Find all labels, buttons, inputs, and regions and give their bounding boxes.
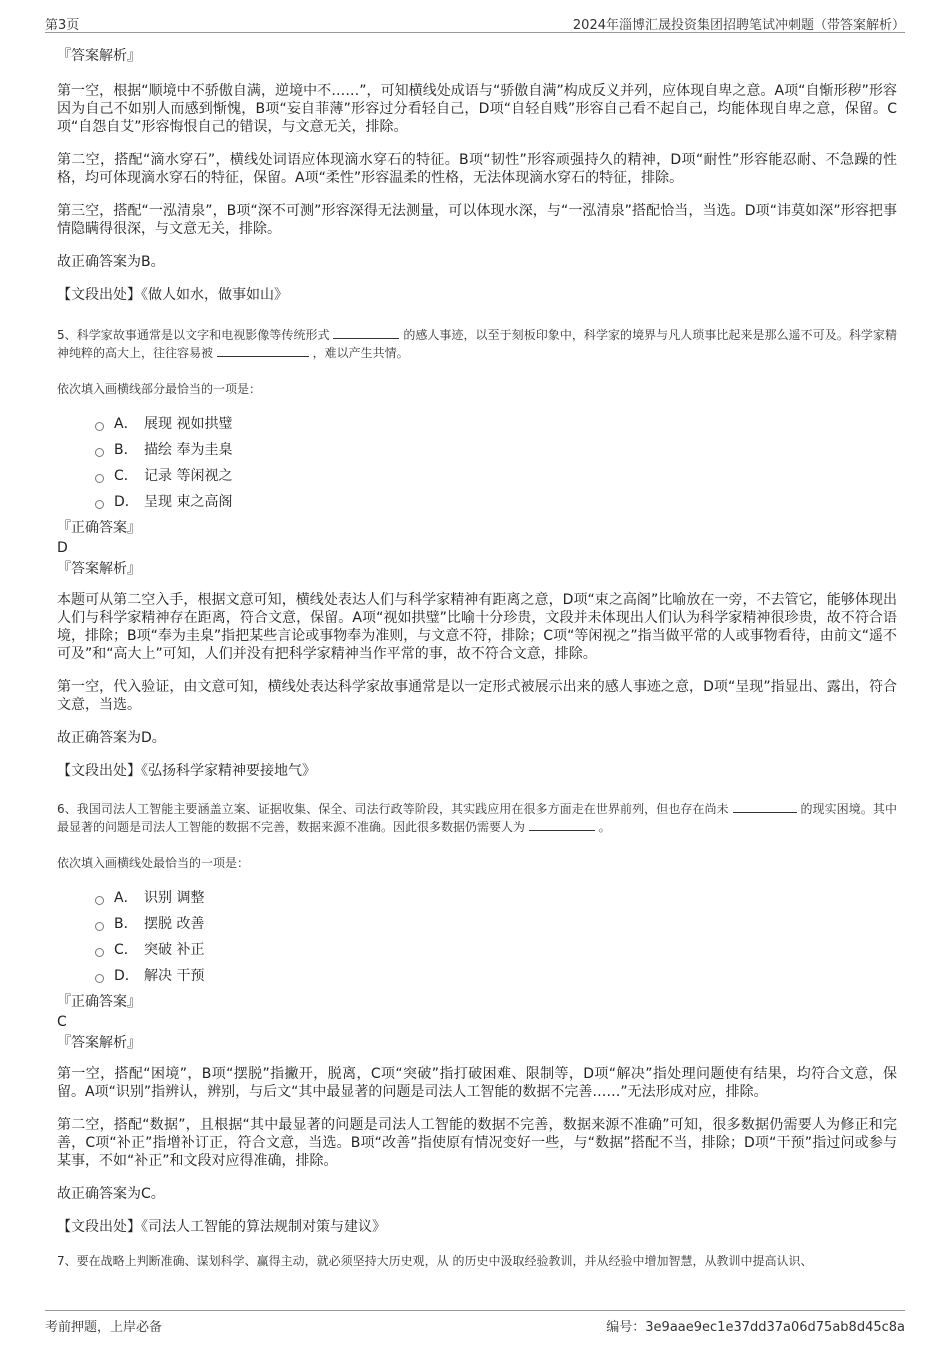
q6-options — [95, 885, 897, 989]
option-letter: A． — [114, 416, 138, 432]
option-letter: C． — [114, 468, 138, 484]
option-text: 识别 调整 — [144, 890, 205, 906]
radio-icon[interactable] — [95, 474, 104, 483]
page-header — [45, 12, 905, 33]
q5-analysis-p1: 本题可从第二空入手，根据文意可知，横线处表达人们与科学家精神有距离之意，D项“束之高阁”比喻放在一旁，不去管它，能够体现出人们与科学家精神存在距离，符合文意，保留。A项“视如拱璧”比喻十分珍贵，文段并未体现出人们认为科学家精神很珍贵，故不符合语境，排除；B项“奉为圭臬”指把某些言论或事物奉为准则，与文意不符，排除；C项“等闲视之”指当做平常的人或事物看待，由前文“遥不可及”和“高大上”可知，人们并没有把科学家精神当作平常的事，故不符合文意，排除。 — [57, 592, 897, 662]
q5-blank-1 — [333, 326, 399, 339]
q5-option-b[interactable] — [95, 437, 897, 463]
q4-conclusion: 故正确答案为B。 — [57, 254, 165, 270]
q6-blank-2 — [529, 818, 595, 831]
q4-analysis-p2: 第二空，搭配“滴水穿石”，横线处词语应体现滴水穿石的特征。B项“韧性”形容顽强持久的精神，D项“耐性”形容能忍耐、不急躁的性格，均可体现滴水穿石的特征，保留。A项“柔性”形容温柔的性格，无法体现滴水穿石的特征，排除。 — [57, 152, 897, 186]
q5-option-c[interactable] — [95, 463, 897, 489]
q6-prompt: 依次填入画横线处最恰当的一项是： — [57, 856, 250, 870]
document-title: 2024年淄博汇晟投资集团招聘笔试冲刺题（带答案解析） — [572, 18, 905, 33]
q5-conclusion: 故正确答案为D。 — [57, 730, 166, 746]
q5-stem — [57, 326, 897, 362]
q5-source: 【文段出处】《弘扬科学家精神要接地气》 — [57, 763, 316, 779]
q5-blank-2 — [217, 344, 309, 357]
q6-stem-part-b: 的现实困境。其中最显著的问题是司法人工智能的数据不完善，数据来源不准确。因此很多数据仍需要人为 — [57, 802, 897, 834]
option-letter: D． — [114, 494, 139, 510]
q4-analysis-p1: 第一空，根据“顺境中不骄傲自满，逆境中不……”，可知横线处成语与“骄傲自满”构成反义并列，应体现自卑之意。A项“自惭形秽”形容因为自己不如别人而感到惭愧，B项“妄自菲薄”形容过分看轻自己，D项“自轻自贱”形容自己看不起自己，均能体现自卑之意，保留。C项“自怨自艾”形容悔恨自己的错误，与文意无关，排除。 — [57, 83, 897, 135]
q5-option-a[interactable] — [95, 411, 897, 437]
q6-option-b[interactable] — [95, 911, 897, 937]
q6-option-d[interactable] — [95, 963, 897, 989]
radio-icon[interactable] — [95, 448, 104, 457]
q6-option-c[interactable] — [95, 937, 897, 963]
q6-stem-part-a: 6、我国司法人工智能主要涵盖立案、证据收集、保全、司法行政等阶段，其实践应用在很多方面走在世界前列，但也存在尚未 — [57, 802, 729, 816]
radio-icon[interactable] — [95, 422, 104, 431]
q6-stem — [57, 800, 897, 836]
option-letter: C． — [114, 942, 138, 958]
option-letter: B． — [114, 442, 138, 458]
radio-icon[interactable] — [95, 500, 104, 509]
q6-stem-part-c: 。 — [598, 820, 611, 834]
option-text: 呈现 束之高阁 — [144, 494, 233, 510]
radio-icon[interactable] — [95, 922, 104, 931]
q4-source: 【文段出处】《做人如水，做事如山》 — [57, 287, 288, 303]
q5-stem-part-b: 的感人事迹，以至于刻板印象中，科学家的境界与凡人琐事比起来是那么遥不可及。科学家精神纯粹的高大上，往往容易被 — [57, 328, 897, 360]
q5-stem-part-c: ，难以产生共情。 — [312, 346, 409, 360]
page-footer — [45, 1310, 905, 1335]
option-letter: B． — [114, 916, 138, 932]
option-text: 突破 补正 — [144, 942, 205, 958]
q6-conclusion: 故正确答案为C。 — [57, 1186, 165, 1202]
q5-correct-title: 『正确答案』 — [57, 520, 141, 536]
q6-blank-1 — [733, 800, 797, 813]
q5-prompt: 依次填入画横线部分最恰当的一项是： — [57, 382, 262, 396]
q6-correct-title: 『正确答案』 — [57, 994, 141, 1010]
radio-icon[interactable] — [95, 896, 104, 905]
q5-option-d[interactable] — [95, 489, 897, 515]
option-text: 解决 干预 — [144, 968, 205, 984]
q6-analysis-title: 『答案解析』 — [57, 1035, 141, 1051]
option-text: 描绘 奉为圭臬 — [144, 442, 233, 458]
q6-analysis-p1: 第一空，搭配“困境”，B项“摆脱”指撇开，脱离，C项“突破”指打破困难、限制等，D项“解决”指处理问题使有结果，均符合文意，保留。A项“识别”指辨认，辨别，与后文“其中最显著的问题是司法人工智能的数据不完善……”无法形成对应，排除。 — [57, 1066, 897, 1100]
radio-icon[interactable] — [95, 974, 104, 983]
radio-icon[interactable] — [95, 948, 104, 957]
q6-option-a[interactable] — [95, 885, 897, 911]
option-text: 记录 等闲视之 — [144, 468, 233, 484]
q6-analysis-p2: 第二空，搭配“数据”，且根据“其中最显著的问题是司法人工智能的数据不完善，数据来源不准确”可知，很多数据仍需要人为修正和完善，C项“补正”指增补订正，符合文意，当选。B项“改善”指使原有情况变好一些，与“数据”搭配不当，排除；D项“干预”指过问或参与某事，不如“补正”和文段对应得准确，排除。 — [57, 1117, 897, 1169]
q4-analysis-title: 『答案解析』 — [57, 48, 141, 64]
option-text: 摆脱 改善 — [144, 916, 205, 932]
option-letter: D． — [114, 968, 139, 984]
q4-analysis-p3: 第三空，搭配“一泓清泉”，B项“深不可测”形容深得无法测量，可以体现水深，与“一泓清泉”搭配恰当，当选。D项“讳莫如深”形容把事情隐瞒得很深，与文意无关，排除。 — [57, 203, 897, 237]
page-number: 第3页 — [45, 18, 80, 33]
main-content — [57, 46, 897, 1283]
q6-correct-answer: C — [57, 1014, 67, 1030]
q5-stem-part-a: 5、科学家故事通常是以文字和电视影像等传统形式 — [57, 328, 330, 342]
q5-analysis-title: 『答案解析』 — [57, 561, 141, 577]
q5-correct-answer: D — [57, 540, 68, 556]
option-text: 展现 视如拱璧 — [144, 416, 233, 432]
document-id: 编号：3e9aae9ec1e37dd37a06d75ab8d45c8a — [606, 1320, 905, 1335]
footer-slogan: 考前押题，上岸必备 — [45, 1320, 163, 1335]
q7-stem: 7、要在战略上判断准确、谋划科学、赢得主动，就必须坚持大历史观，从 的历史中汲取经验教训，并从经验中增加智慧，从教训中提高认识、 — [57, 1254, 813, 1268]
q5-analysis-p2: 第一空，代入验证，由文意可知，横线处表达科学家故事通常是以一定形式被展示出来的感人事迹之意，D项“呈现”指显出、露出，符合文意，当选。 — [57, 679, 897, 713]
q5-options — [95, 411, 897, 515]
q6-source: 【文段出处】《司法人工智能的算法规制对策与建议》 — [57, 1219, 386, 1235]
option-letter: A． — [114, 890, 138, 906]
